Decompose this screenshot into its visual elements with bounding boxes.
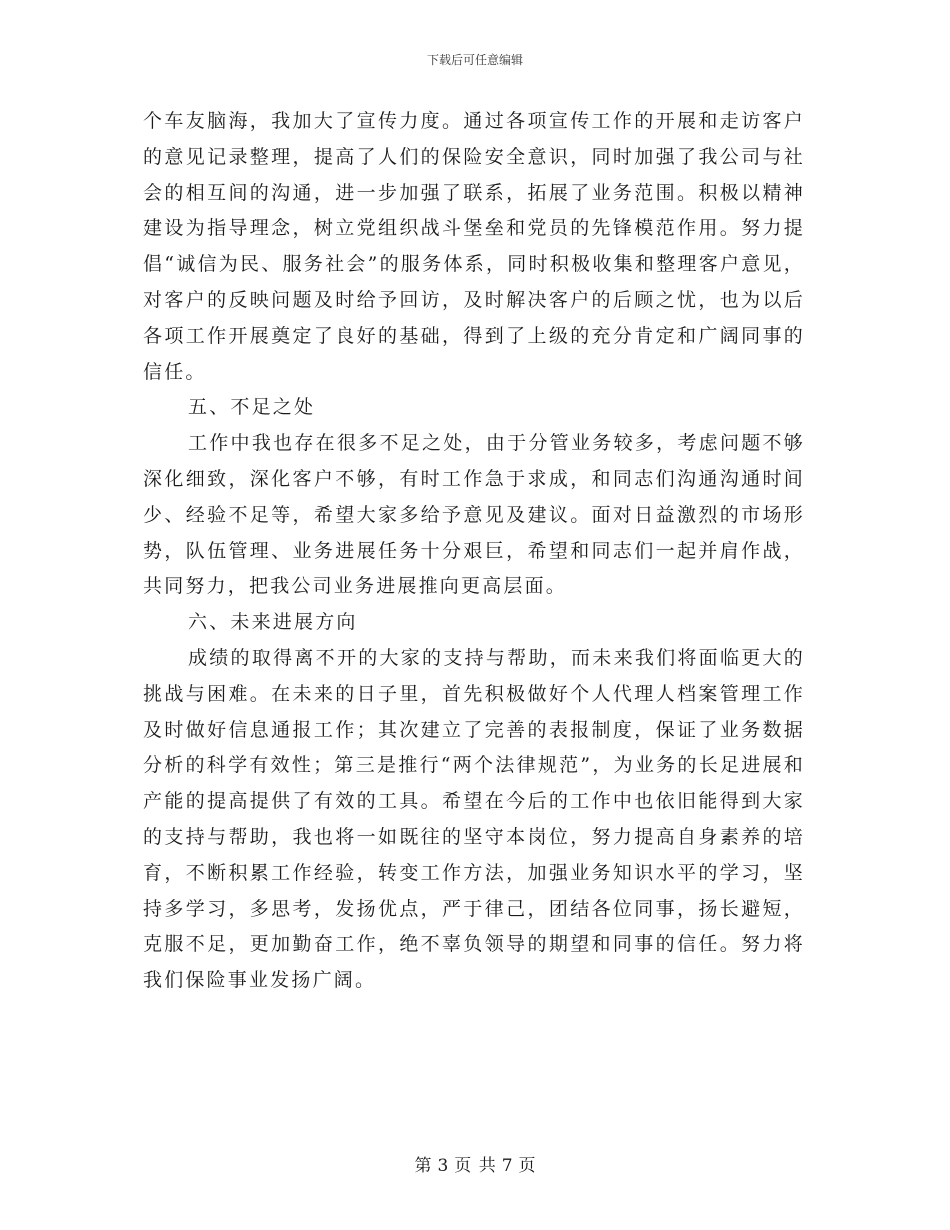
page-header-note: 下载后可任意编辑 [426,53,523,67]
footer-total-pages: 7 [501,1156,513,1176]
footer-current-page: 3 [437,1156,449,1176]
footer-suffix: 页 [518,1156,536,1176]
footer-prefix: 第 [414,1156,432,1176]
paragraph-intro-continued: 个车友脑海，我加大了宣传力度。通过各项宣传工作的开展和走访客户的意见记录整理，提高了人们的保险安全意识，同时加强了我公司与社会的相互间的沟通，进一步加强了联系，拓展了业务范围。积极以精神建设为指导理念，树立党组织战斗堡垒和党员的先锋模范作用。努力提倡“诚信为民、服务社会”的服务体系，同时积极收集和整理客户意见，对客户的反映问题及时给予回访，及时解决客户的后顾之忧，也为以后各项工作开展奠定了良好的基础，得到了上级的充分肯定和广阔同事的信任。 [143,110,805,383]
footer-middle: 页 共 [454,1156,496,1176]
section-heading-6: 六、未来进展方向 [188,611,358,634]
page-number-footer [0,1155,950,1177]
paragraph-shortcomings: 工作中我也存在很多不足之处，由于分管业务较多，考虑问题不够深化细致，深化客户不够，有时工作急于求成，和同志们沟通沟通时间少、经验不足等，希望大家多给予意见及建议。面对日益激烈的市场形势，队伍管理、业务进展任务十分艰巨，希望和同志们一起并肩作战，共同努力，把我公司业务进展推向更高层面。 [143,432,805,598]
paragraph-future-direction: 成绩的取得离不开的大家的支持与帮助，而未来我们将面临更大的挑战与困难。在未来的日子里，首先积极做好个人代理人档案管理工作及时做好信息通报工作；其次建立了完善的表报制度，保证了业务数据分析的科学有效性；第三是推行“两个法律规范”，为业务的长足进展和产能的提高提供了有效的工具。希望在今后的工作中也依旧能得到大家的支持与帮助，我也将一如既往的坚守本岗位，努力提高自身素养的培育，不断积累工作经验，转变工作方法，加强业务知识水平的学习，坚持多学习，多思考，发扬优点，严于律己，团结各位同事，扬长避短，克服不足，更加勤奋工作，绝不辜负领导的期望和同事的信任。努力将我们保险事业发扬广阔。 [143,646,805,992]
document-body [143,104,805,999]
section-heading-5: 五、不足之处 [188,396,316,419]
